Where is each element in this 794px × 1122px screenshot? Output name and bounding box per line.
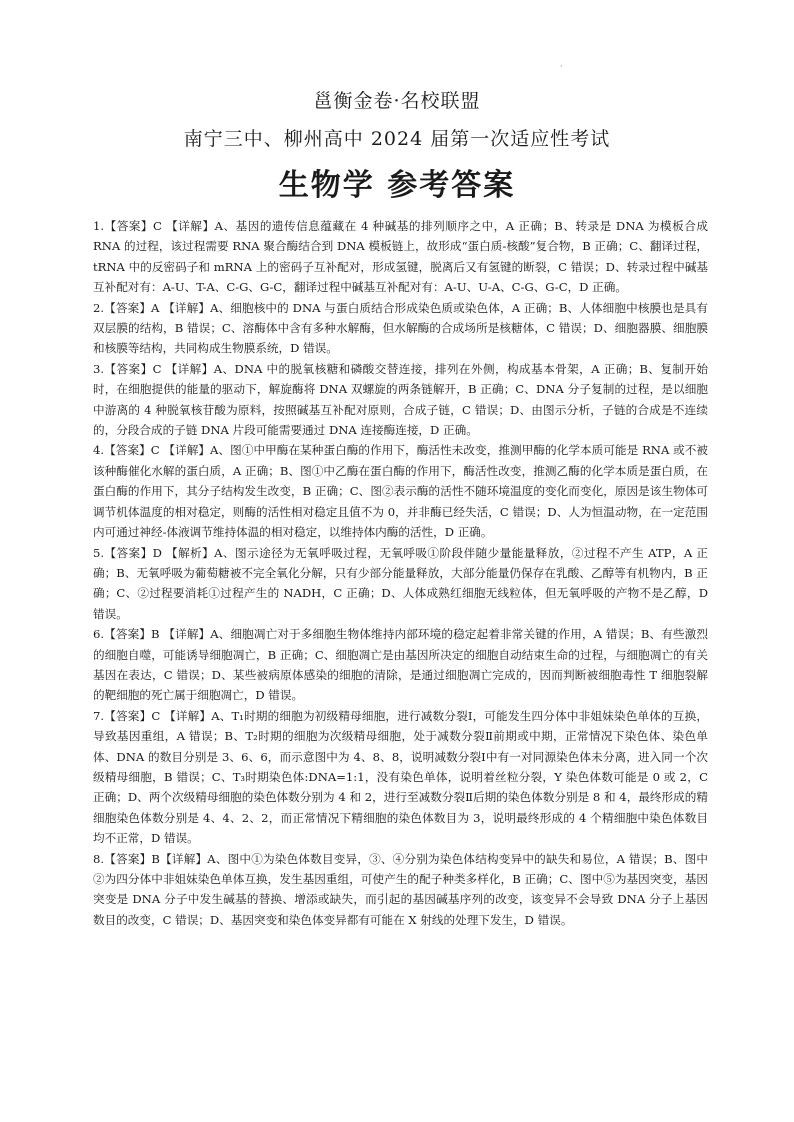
page-title: 生物学 参考答案 [278,168,516,203]
answer-item-8: 8.【答案】B【详解】A、图中①为染色体数目变异，③、④分别为染色体结构变异中的缺失和易位，A 错误；B、图中②为四分体中非姐妹染色单体互换，发生基因重组，可使产生的配子种类多样化，B 正确；C、图中⑤为基因突变，基因突变是 DNA 分子中发生碱基的替换、增添或缺失，而引起的基因碱基序列的改变，该变异不会导致 DNA 分子上基因数目的改变，C 错误；D、基因突变和染色体变异都有可能在 X 射线的处理下发生，D 错误。 [93,851,708,927]
series-title: 邕衡金卷·名校联盟 [313,90,481,112]
corner-mark: · [560,62,563,71]
answer-list [93,216,708,930]
answer-item-5: 5.【答案】D 【解析】A、图示途径为无氧呼吸过程，无氧呼吸①阶段伴随少量能量释放，②过程不产生 ATP，A 正确；B、无氧呼吸为葡萄糖被不完全氧化分解，只有少部分能量释放，大部分能量仍保存在乳酸、乙醇等有机物内，B 正确；C、②过程要消耗①过程产生的 NADH，C 正确；D、人体成熟红细胞无线粒体，但无氧呼吸的产物不是乙醇，D 错误。 [93,545,708,621]
answer-item-6: 6.【答案】B 【详解】A、细胞凋亡对于多细胞生物体维持内部环境的稳定起着非常关键的作用，A 错误；B、有些激烈的细胞自噬，可能诱导细胞凋亡，B 正确；C、细胞凋亡是由基因所决定的细胞自动结束生命的过程，与细胞凋亡的有关基因在表达，C 错误；D、某些被病原体感染的细胞的清除，是通过细胞凋亡完成的，因而判断被细胞毒性 T 细胞裂解的靶细胞的死亡属于细胞凋亡，D 错误。 [93,627,708,703]
answer-item-4: 4.【答案】C 【详解】A、图①中甲酶在某种蛋白酶的作用下，酶活性未改变，推测甲酶的化学本质可能是 RNA 或不被该种酶催化水解的蛋白质，A 正确；B、图①中乙酶在蛋白酶的作用下，酶活性改变，推测乙酶的化学本质是蛋白质，在蛋白酶的作用下，其分子结构发生改变，B 正确；C、图②表示酶的活性不随环境温度的变化而变化，原因是该生物体可调节机体温度的相对稳定，则酶的活性相对稳定且值不为 0，并非酶已经失活，C 错误；D、人为恒温动物，在一定范围内可通过神经-体液调节维持体温的相对稳定，以维持体内酶的活性，D 正确。 [93,443,708,540]
answer-item-2: 2.【答案】A 【详解】A、细胞核中的 DNA 与蛋白质结合形成染色质或染色体，A 正确；B、人体细胞中核膜也是具有双层膜的结构，B 错误；C、溶酶体中含有多种水解酶，但水解酶的合成场所是核糖体，C 错误；D、细胞器膜、细胞膜和核膜等结构，共同构成生物膜系统，D 错误。 [93,300,708,356]
answer-item-1: 1.【答案】C 【详解】A、基因的遗传信息蕴藏在 4 种碱基的排列顺序之中，A 正确；B、转录是 DNA 为模板合成 RNA 的过程，该过程需要 RNA 聚合酶结合到 DNA 模板链上，故形成“蛋白质-核酸”复合物，B 正确；C、翻译过程，tRNA 中的反密码子和 mRNA 上的密码子互补配对，形成氢键，脱离后又有氢键的断裂，C 错误；D、转录过程中碱基互补配对有：A-U、T-A、C-G、G-C，翻译过程中碱基互补配对有：A-U、U-A、C-G、G-C，D 正确。 [93,219,708,295]
answer-item-7: 7.【答案】C 【详解】A、T₁时期的细胞为初级精母细胞，进行减数分裂Ⅰ，可能发生四分体中非姐妹染色单体的互换，导致基因重组，A 错误；B、T₂时期的细胞为次级精母细胞，处于减数分裂Ⅱ前期或中期，正常情况下染色体、染色单体、DNA 的数目分别是 3、6、6，而示意图中为 4、8、8，说明减数分裂Ⅰ中有一对同源染色体未分离，进入同一个次级精母细胞，B 错误；C、T₃时期染色体:DNA=1:1，没有染色单体，说明着丝粒分裂，Y 染色体数可能是 0 或 2，C 正确；D、两个次级精母细胞的染色体数分别为 4 和 2，进行至减数分裂Ⅱ后期的染色体数分别是 8 和 4，最终形成的精细胞染色体数分别是 4、4、2、2，而正常情况下精细胞的染色体数目为 3，说明最终形成的 4 个精细胞中染色体数目均不正常，D 错误。 [93,708,708,846]
answer-item-3: 3.【答案】C 【详解】A、DNA 中的脱氧核糖和磷酸交替连接，排列在外侧，构成基本骨架，A 正确；B、复制开始时，在细胞提供的能量的驱动下，解旋酶将 DNA 双螺旋的两条链解开，B 正确；C、DNA 分子复制的过程，是以细胞中游离的 4 种脱氧核苷酸为原料，按照碱基互补配对原则，合成子链，C 错误；D、由图示分析，子链的合成是不连续的，分段合成的子链 DNA 片段可能需要通过 DNA 连接酶连接，D 正确。 [93,361,708,438]
exam-title: 南宁三中、柳州高中 2024 届第一次适应性考试 [183,128,611,150]
